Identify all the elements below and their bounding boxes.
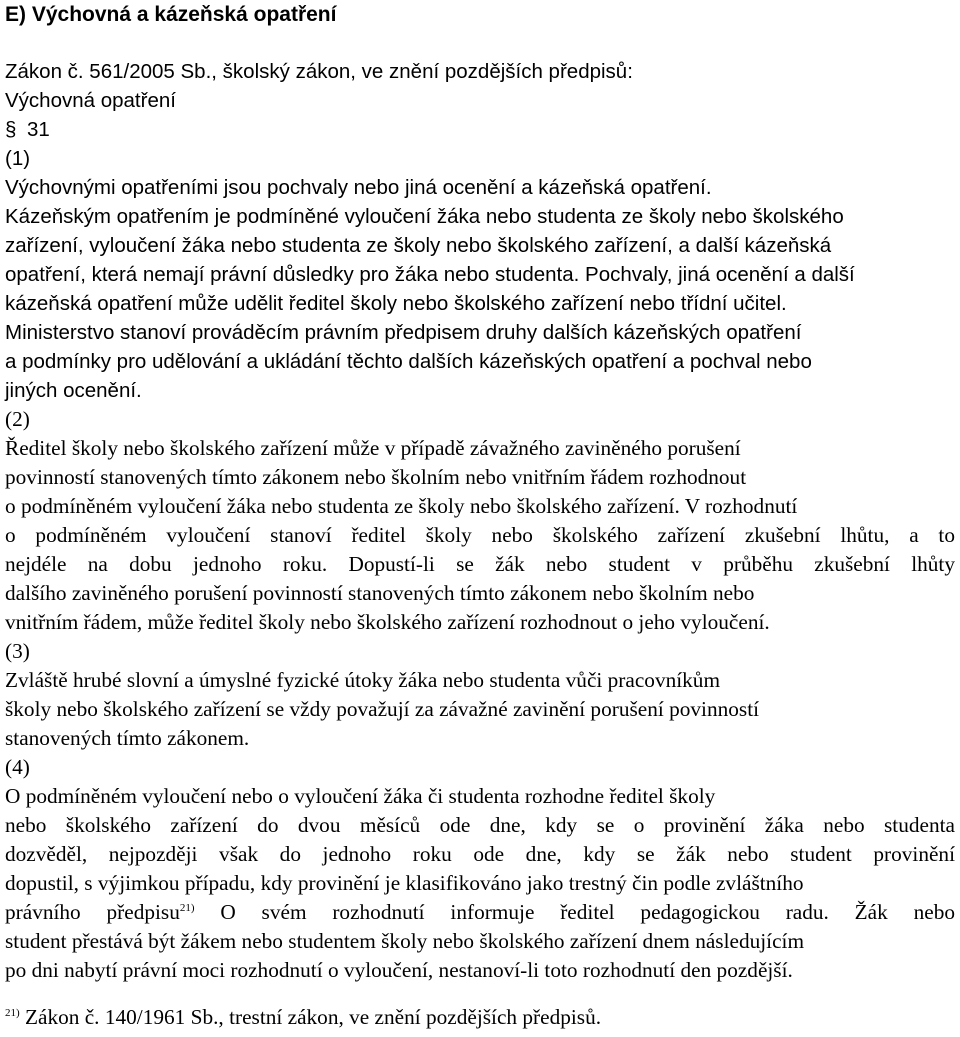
para1-line: zařízení, vyloučení žáka nebo studenta ze školy nebo školského zařízení, a další kázeňská <box>5 234 832 257</box>
para4-line5-text: právního předpisu <box>5 900 180 924</box>
para4-label: (4) <box>5 755 30 779</box>
para2-line: nejdéle na dobu jednoho roku. Dopustí-li se žák nebo student v průběhu zkušební lhůty <box>5 552 955 576</box>
para4-line: student přestává být žákem nebo studentem školy nebo školského zařízení dnem následujícím <box>5 929 805 953</box>
section-number: 31 <box>27 118 50 141</box>
para4-line: dopustil, s výjimkou případu, kdy provinění je klasifikováno jako trestný čin podle zvláštního <box>5 871 804 895</box>
law-source: Zákon č. 561/2005 Sb., školský zákon, ve znění pozdějších předpisů: <box>5 60 633 83</box>
footnote-marker: 21) <box>5 1006 20 1019</box>
para4-line: po dni nabytí právní moci rozhodnutí o vyloučení, nestanoví-li toto rozhodnutí den pozdější. <box>5 958 793 982</box>
para1-line: Ministerstvo stanoví prováděcím právním předpisem druhy dalších kázeňských opatření <box>5 321 802 344</box>
paragraph-4 <box>5 753 955 985</box>
para2-line: povinností stanovených tímto zákonem nebo školním nebo vnitřním řádem rozhodnout <box>5 465 747 489</box>
para1-line: Výchovnými opatřeními jsou pochvaly nebo jiná ocenění a kázeňská opatření. <box>5 176 712 199</box>
para1-line: jiných ocenění. <box>5 379 142 402</box>
para4-line: nebo školského zařízení do dvou měsíců ode dne, kdy se o provinění žáka nebo studenta <box>5 813 955 837</box>
para4-line5-rest: O svém rozhodnutí informuje ředitel pedagogickou radu. Žák nebo <box>194 900 955 924</box>
para2-line: vnitřním řádem, může ředitel školy nebo školského zařízení rozhodnout o jeho vyloučení. <box>5 610 770 634</box>
para2-line: Ředitel školy nebo školského zařízení může v případě závažného zaviněného porušení <box>5 436 741 460</box>
para4-line-with-ref <box>5 898 955 927</box>
para1-line: a podmínky pro udělování a ukládání těchto dalších kázeňských opatření a pochval nebo <box>5 350 812 373</box>
para4-line: dozvěděl, nejpozději však do jednoho roku ode dne, kdy se žák nebo student provinění <box>5 842 955 866</box>
para3-label: (3) <box>5 639 30 663</box>
footnote-text: Zákon č. 140/1961 Sb., trestní zákon, ve znění pozdějších předpisů. <box>19 1005 602 1029</box>
para1-line: Kázeňským opatřením je podmíněné vyloučení žáka nebo studenta ze školy nebo školského <box>5 205 844 228</box>
section-number-line <box>5 115 955 144</box>
para1-label: (1) <box>5 147 31 170</box>
para4-line: O podmíněném vyloučení nebo o vyloučení žáka či studenta rozhodne ředitel školy <box>5 784 716 808</box>
footnote <box>5 1003 955 1032</box>
para2-line: dalšího zaviněného porušení povinností stanovených tímto zákonem nebo školním nebo <box>5 581 755 605</box>
section-heading: E) Výchovná a kázeňská opatření <box>5 3 337 26</box>
paragraph-2 <box>5 405 955 637</box>
para2-line: o podmíněném vyloučení žáka nebo studenta ze školy nebo školského zařízení. V rozhodnutí <box>5 494 798 518</box>
para1-line: kázeňská opatření může udělit ředitel školy nebo školského zařízení nebo třídní učitel. <box>5 292 787 315</box>
document-page <box>5 0 955 1032</box>
para2-line: o podmíněném vyloučení stanoví ředitel školy nebo školského zařízení zkušební lhůtu, a to <box>5 523 955 547</box>
section-symbol: § <box>5 118 17 141</box>
para3-line: Zvláště hrubé slovní a úmyslné fyzické útoky žáka nebo studenta vůči pracovníkům <box>5 668 721 692</box>
law-intro <box>5 57 955 405</box>
para2-label: (2) <box>5 407 30 431</box>
footnote-ref: 21) <box>179 901 195 914</box>
law-subtitle: Výchovná opatření <box>5 89 176 112</box>
para3-line: školy nebo školského zařízení se vždy považují za závažné zavinění porušení povinností <box>5 697 760 721</box>
para1-line: opatření, která nemají právní důsledky pro žáka nebo studenta. Pochvaly, jiná ocenění a další <box>5 263 855 286</box>
paragraph-3 <box>5 637 955 753</box>
para3-line: stanovených tímto zákonem. <box>5 726 250 750</box>
